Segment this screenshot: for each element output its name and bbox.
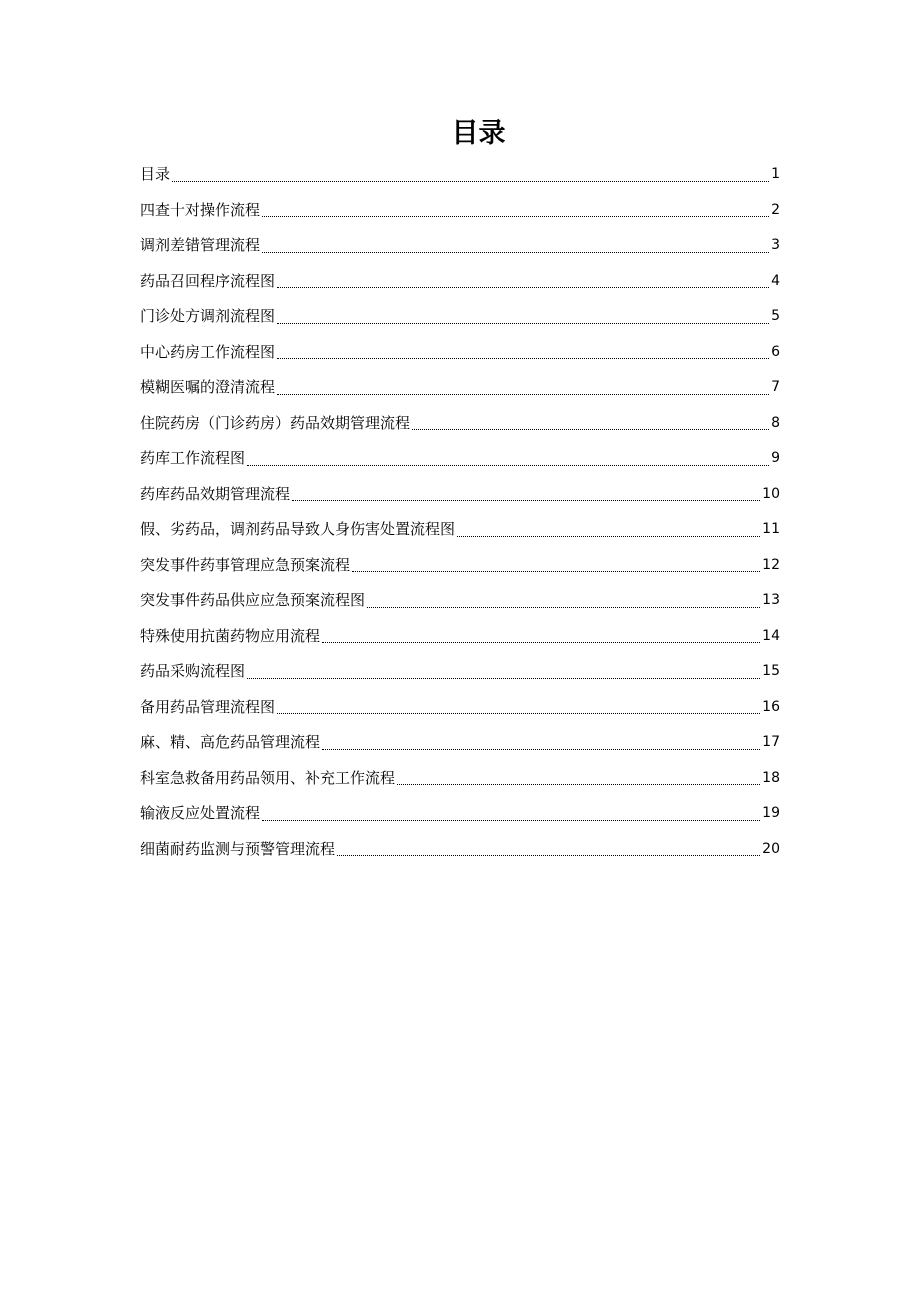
toc-dot-leader — [277, 323, 769, 324]
toc-entry-label: 细菌耐药监测与预警管理流程 — [140, 839, 336, 858]
toc-entry-label: 目录 — [140, 165, 171, 183]
toc-entry-page: 5 — [771, 308, 780, 324]
toc-dot-leader — [397, 784, 760, 785]
toc-entry-page: 2 — [771, 201, 780, 218]
toc-entry-page: 3 — [771, 237, 780, 253]
toc-entry[interactable] — [140, 548, 780, 584]
toc-entry-page: 1 — [771, 166, 780, 182]
toc-entry-label: 药品召回程序流程图 — [140, 271, 276, 290]
toc-entry-label: 药品采购流程图 — [140, 662, 246, 680]
toc-dot-leader — [457, 536, 760, 537]
toc-dot-leader — [172, 181, 769, 182]
toc-dot-leader — [322, 642, 760, 643]
toc-dot-leader — [277, 287, 769, 288]
toc-entry-label: 四查十对操作流程 — [140, 200, 261, 219]
toc-entry-label: 药库药品效期管理流程 — [140, 484, 291, 503]
toc-entry[interactable] — [140, 441, 780, 477]
toc-dot-leader — [247, 678, 760, 679]
toc-entry[interactable] — [140, 193, 780, 229]
toc-entry[interactable] — [140, 370, 780, 406]
toc-entry-label: 住院药房（门诊药房）药品效期管理流程 — [140, 413, 411, 432]
toc-entry[interactable] — [140, 264, 780, 300]
toc-dot-leader — [367, 607, 760, 608]
toc-entry-label: 模糊医嘱的澄清流程 — [140, 378, 276, 396]
toc-entry-label: 特殊使用抗菌药物应用流程 — [140, 626, 321, 645]
toc-entry-label: 药库工作流程图 — [140, 449, 246, 467]
toc-entry-page: 12 — [762, 556, 780, 573]
toc-entry-page: 11 — [762, 521, 780, 537]
toc-dot-leader — [262, 820, 760, 821]
toc-entry[interactable] — [140, 477, 780, 513]
toc-entry[interactable] — [140, 690, 780, 726]
toc-entry[interactable] — [140, 832, 780, 868]
toc-entry-page: 17 — [762, 734, 780, 750]
toc-entry[interactable] — [140, 406, 780, 442]
toc-entry-label: 调剂差错管理流程 — [140, 236, 261, 254]
toc-entry[interactable] — [140, 725, 780, 761]
toc-entry[interactable] — [140, 157, 780, 193]
toc-entry-page: 19 — [762, 805, 780, 821]
toc-entry-page: 20 — [762, 840, 780, 857]
toc-entry-page: 9 — [771, 450, 780, 466]
toc-dot-leader — [277, 713, 760, 714]
toc-entry-page: 14 — [762, 627, 780, 644]
toc-dot-leader — [412, 429, 769, 430]
toc-dot-leader — [322, 749, 760, 750]
toc-entry-label: 麻、精、高危药品管理流程 — [140, 733, 321, 751]
toc-dot-leader — [247, 465, 769, 466]
toc-dot-leader — [262, 216, 769, 217]
toc-entry-page: 13 — [762, 592, 780, 608]
toc-entry[interactable] — [140, 761, 780, 797]
toc-entry-label: 备用药品管理流程图 — [140, 697, 276, 716]
toc-entry-label: 门诊处方调剂流程图 — [140, 307, 276, 325]
toc-entry[interactable] — [140, 299, 780, 335]
toc-entry-page: 8 — [771, 414, 780, 431]
toc-entry-page: 4 — [771, 272, 780, 289]
toc-entry-label: 科室急救备用药品领用、补充工作流程 — [140, 768, 396, 787]
toc-entry-page: 18 — [762, 769, 780, 786]
toc-title: 目录 — [451, 118, 506, 149]
toc-entry[interactable] — [140, 654, 780, 690]
toc-entry[interactable] — [140, 335, 780, 371]
toc-entry[interactable] — [140, 796, 780, 832]
toc-dot-leader — [277, 394, 769, 395]
toc-entry-page: 16 — [762, 698, 780, 715]
toc-list — [140, 157, 780, 867]
toc-dot-leader — [277, 358, 769, 359]
toc-entry-page: 10 — [762, 485, 780, 502]
toc-entry-page: 6 — [771, 343, 780, 360]
toc-dot-leader — [292, 500, 760, 501]
toc-dot-leader — [352, 571, 760, 572]
toc-entry-page: 15 — [762, 663, 780, 679]
toc-entry-label: 假、劣药品，调剂药品导致人身伤害处置流程图 — [140, 520, 456, 538]
toc-dot-leader — [337, 855, 760, 856]
toc-entry[interactable] — [140, 619, 780, 655]
toc-entry-label: 输液反应处置流程 — [140, 804, 261, 822]
toc-entry-label: 突发事件药品供应应急预案流程图 — [140, 591, 366, 609]
toc-entry-label: 中心药房工作流程图 — [140, 342, 276, 361]
toc-dot-leader — [262, 252, 769, 253]
toc-entry[interactable] — [140, 512, 780, 548]
toc-entry[interactable] — [140, 583, 780, 619]
toc-entry-label: 突发事件药事管理应急预案流程 — [140, 555, 351, 574]
toc-entry-page: 7 — [771, 379, 780, 395]
toc-entry[interactable] — [140, 228, 780, 264]
